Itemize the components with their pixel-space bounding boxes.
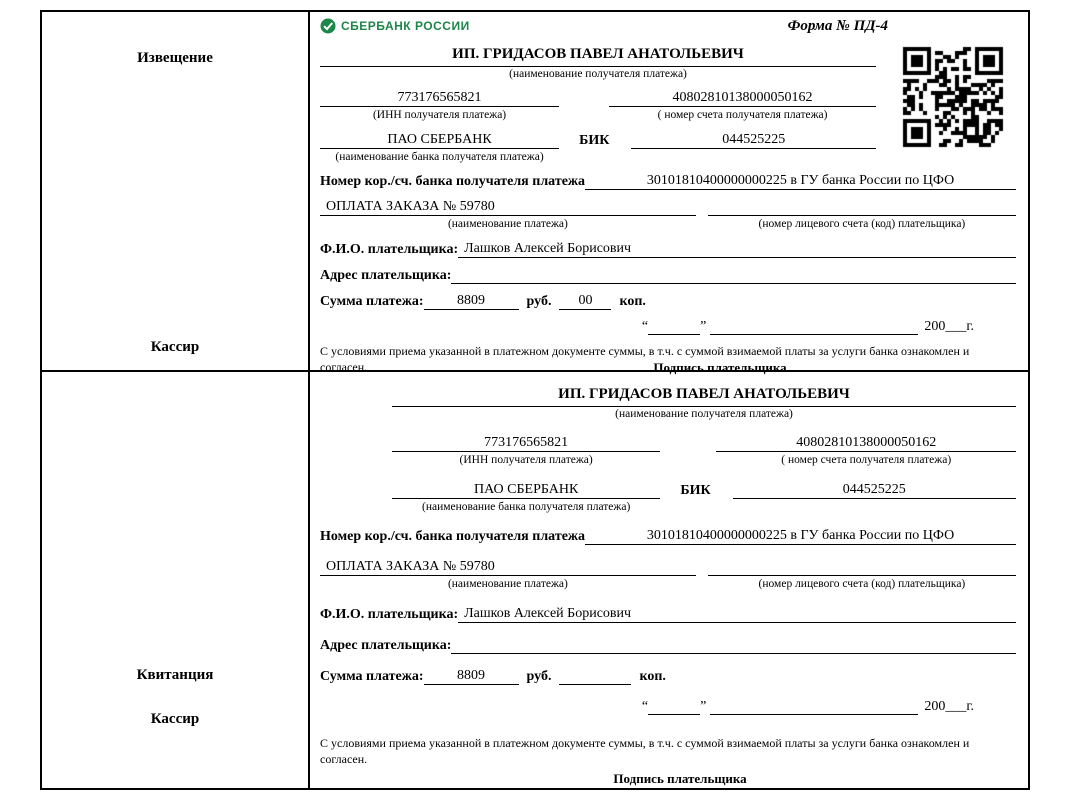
inn-value: 773176565821: [320, 90, 559, 107]
date-day-blank: [648, 334, 700, 335]
payer-address-value: [451, 267, 1016, 284]
inn-account-row: [392, 435, 1016, 452]
bank-caption-row: [392, 500, 1016, 514]
bank-caption: (наименование банка получателя платежа): [422, 500, 631, 513]
signature-label: Подпись плательщика: [613, 770, 747, 786]
corr-label: Номер кор./сч. банка получателя платежа: [320, 174, 586, 190]
corr-account-row: [320, 528, 1016, 545]
payee-caption: (наименование получателя платежа): [509, 68, 687, 80]
sum-label: Сумма платежа:: [320, 668, 424, 684]
quote-open: “: [641, 698, 649, 714]
notice-left-column: [42, 12, 310, 370]
date-day-blank: [648, 714, 700, 715]
sberbank-logo-icon: [320, 18, 336, 34]
kop-label: коп.: [639, 668, 666, 684]
quote-close: ”: [700, 318, 707, 334]
rub-label: руб.: [526, 668, 552, 684]
bik-value: 044525225: [631, 132, 876, 149]
notice-payee-block: [320, 46, 876, 164]
receipt-form-body: [310, 372, 1028, 788]
personal-account-caption: (номер лицевого счета (код) плательщика): [758, 578, 966, 591]
bik-label: БИК: [579, 132, 610, 148]
bank-name: ПАО СБЕРБАНК: [392, 482, 660, 499]
year-line: 200___г.: [924, 698, 974, 714]
date-month-blank: [710, 334, 918, 335]
quote-open: “: [641, 318, 649, 334]
payment-captions-row: [320, 217, 1016, 231]
sberbank-logo-text: СБЕРБАНК РОССИИ: [341, 19, 470, 33]
bik-label: БИК: [680, 482, 711, 498]
amount-kop: 00: [559, 293, 611, 310]
bik-value: 044525225: [733, 482, 1016, 499]
personal-account-blank: [708, 215, 1016, 216]
corr-account-row: [320, 173, 1016, 190]
inn-caption: (ИНН получателя платежа): [459, 454, 593, 467]
personal-account-blank: [708, 575, 1016, 576]
notice-section: [42, 12, 1028, 375]
payment-name-row: [320, 559, 1016, 576]
payer-address-row: [320, 267, 1016, 284]
quote-close: ”: [700, 698, 707, 714]
year-line: 200___г.: [924, 318, 974, 334]
bank-caption: (наименование банка получателя платежа): [335, 150, 544, 163]
bank-caption-row: [320, 150, 876, 164]
payment-captions-row: [320, 577, 1016, 591]
receipt-section: [42, 372, 1028, 788]
payee-name: ИП. ГРИДАСОВ ПАВЕЛ АНАТОЛЬЕВИЧ: [320, 46, 876, 67]
payer-name-value: Лашков Алексей Борисович: [458, 241, 1016, 258]
receipt-label: Квитанция: [136, 667, 214, 683]
payer-name-value: Лашков Алексей Борисович: [458, 606, 1016, 623]
amount-row: [320, 668, 1016, 685]
inn-caption: (ИНН получателя платежа): [372, 109, 507, 122]
amount-rub: 8809: [424, 293, 519, 310]
payer-address-row: [320, 637, 1016, 654]
sberbank-logo: [320, 18, 470, 34]
notice-label: Извещение: [137, 50, 213, 66]
amount-rub: 8809: [424, 668, 519, 685]
notice-cashier-label: Кассир: [150, 339, 200, 355]
payment-name: ОПЛАТА ЗАКАЗА № 59780: [320, 559, 696, 576]
payment-name-row: [320, 199, 1016, 216]
account-caption: ( номер счета получателя платежа): [781, 454, 952, 467]
payee-caption: (наименование получателя платежа): [615, 408, 793, 420]
payer-name-row: [320, 606, 1016, 623]
payment-name: ОПЛАТА ЗАКАЗА № 59780: [320, 199, 696, 216]
amount-kop: [559, 668, 631, 685]
receipt-payee-block: [392, 386, 1016, 514]
account-value: 40802810138000050162: [609, 90, 876, 107]
fio-label: Ф.И.О. плательщика:: [320, 606, 459, 622]
conditions-text: С условиями приема указанной в платежном документе суммы, в т.ч. с суммой взимаемой платы за услуги банка ознакомлен и согласен.: [320, 735, 970, 766]
payer-address-value: [451, 637, 1016, 654]
form-number: Форма № ПД-4: [787, 18, 888, 34]
payment-caption: (наименование платежа): [447, 578, 568, 591]
inn-value: 773176565821: [392, 435, 660, 452]
bank-bik-row: [320, 132, 876, 149]
payer-name-row: [320, 241, 1016, 258]
receipt-left-column: [42, 372, 310, 788]
account-value: 40802810138000050162: [716, 435, 1016, 452]
conditions-text: С условиями приема указанной в платежном документе суммы, в т.ч. с суммой взимаемой платы за услуги банка ознакомлен и согласен.: [320, 343, 970, 374]
bank-name: ПАО СБЕРБАНК: [320, 132, 559, 149]
bank-bik-row: [392, 482, 1016, 499]
corr-account-value: 30101810400000000225 в ГУ банка России по ЦФО: [585, 173, 1016, 190]
payment-form-pd4: [40, 10, 1030, 790]
address-label: Адрес плательщика:: [320, 267, 452, 283]
receipt-cashier-label: Кассир: [150, 711, 200, 727]
notice-form-body: [310, 12, 1028, 375]
kop-label: коп.: [619, 293, 646, 309]
fio-label: Ф.И.О. плательщика:: [320, 241, 459, 257]
date-row: [320, 699, 974, 715]
sum-label: Сумма платежа:: [320, 293, 424, 309]
signature-label: Подпись плательщика: [653, 359, 787, 375]
payee-name: ИП. ГРИДАСОВ ПАВЕЛ АНАТОЛЬЕВИЧ: [392, 386, 1016, 407]
amount-row: [320, 293, 1016, 310]
address-label: Адрес плательщика:: [320, 637, 452, 653]
corr-account-value: 30101810400000000225 в ГУ банка России по ЦФО: [585, 528, 1016, 545]
notice-header: [320, 18, 1016, 44]
corr-label: Номер кор./сч. банка получателя платежа: [320, 529, 586, 545]
date-month-blank: [710, 714, 918, 715]
payment-caption: (наименование платежа): [447, 218, 568, 231]
inn-account-captions: [320, 108, 876, 122]
account-caption: ( номер счета получателя платежа): [657, 109, 828, 122]
date-row: [320, 319, 974, 335]
rub-label: руб.: [526, 293, 552, 309]
inn-account-row: [320, 90, 876, 107]
inn-account-captions: [392, 453, 1016, 467]
qr-code: [900, 44, 1006, 150]
personal-account-caption: (номер лицевого счета (код) плательщика): [758, 218, 966, 231]
